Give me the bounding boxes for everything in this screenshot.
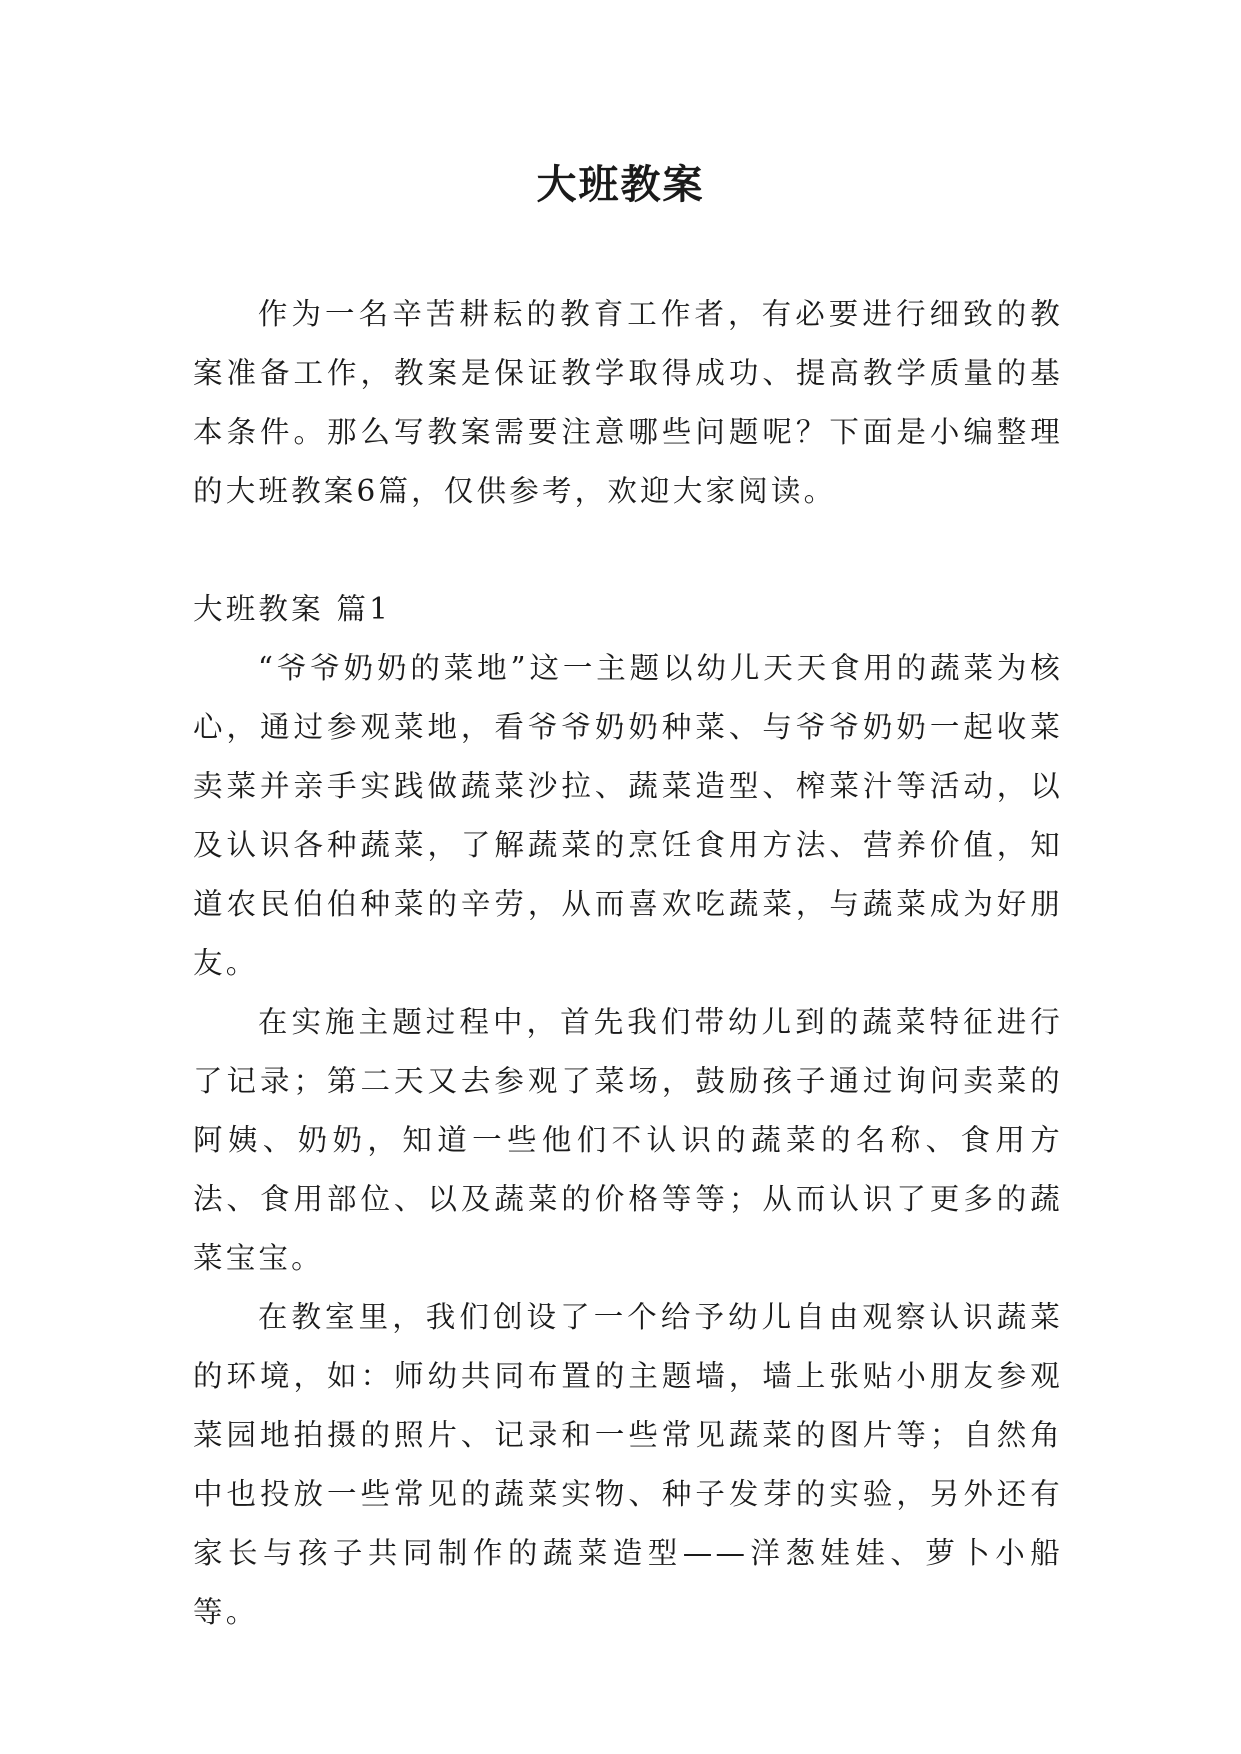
body-paragraph-1: “爷爷奶奶的菜地”这一主题以幼儿天天食用的蔬菜为核心，通过参观菜地，看爷爷奶奶种菜、与爷爷奶奶一起收菜卖菜并亲手实践做蔬菜沙拉、蔬菜造型、榨菜汁等活动，以及认识各种蔬菜，了解蔬菜的烹饪食用方法、营养价值，知道农民伯伯种菜的辛劳，从而喜欢吃蔬菜，与蔬菜成为好朋友。 bbox=[193, 651, 1063, 980]
document-body bbox=[193, 285, 1063, 1642]
body-paragraph-2: 在实施主题过程中，首先我们带幼儿到的蔬菜特征进行了记录；第二天又去参观了菜场，鼓励孩子通过询问卖菜的阿姨、奶奶，知道一些他们不认识的蔬菜的名称、食用方法、食用部位、以及蔬菜的价格等等；从而认识了更多的蔬菜宝宝。 bbox=[193, 1005, 1063, 1275]
section-heading: 大班教案 篇1 bbox=[193, 592, 392, 626]
intro-paragraph: 作为一名辛苦耕耘的教育工作者，有必要进行细致的教案准备工作，教案是保证教学取得成功、提高教学质量的基本条件。那么写教案需要注意哪些问题呢？下面是小编整理的大班教案6篇，仅供参考，欢迎大家阅读。 bbox=[193, 297, 1063, 508]
body-paragraph-3: 在教室里，我们创设了一个给予幼儿自由观察认识蔬菜的环境，如：师幼共同布置的主题墙，墙上张贴小朋友参观菜园地拍摄的照片、记录和一些常见蔬菜的图片等；自然角中也投放一些常见的蔬菜实物、种子发芽的实验，另外还有家长与孩子共同制作的蔬菜造型——洋葱娃娃、萝卜小船等。 bbox=[193, 1300, 1063, 1629]
document-title: 大班教案 bbox=[536, 161, 705, 208]
